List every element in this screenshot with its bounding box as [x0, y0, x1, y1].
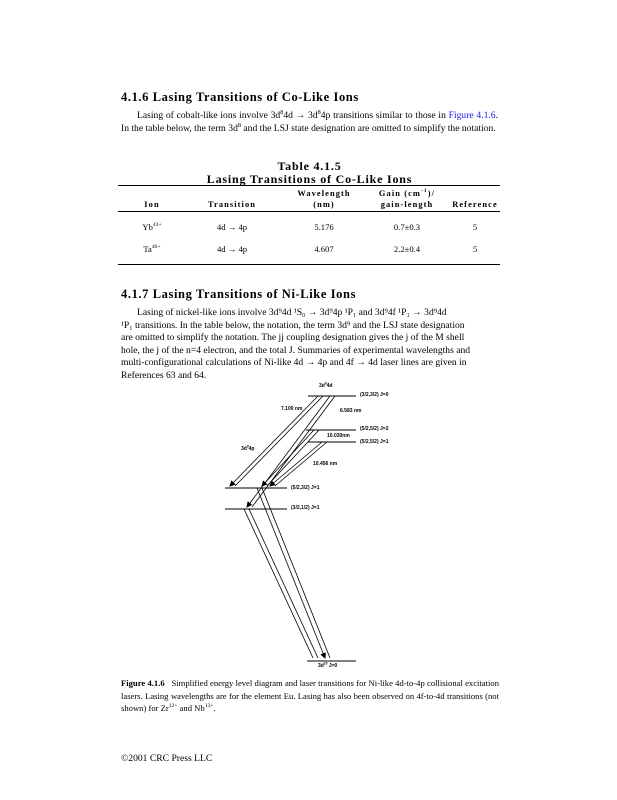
- figure-caption: Figure 4.1.6 Simplified energy level diagram and laser transitions for Ni-like 4d-to-4p collisional excitation lasers. Lasing wavelengths are for the element Eu. Lasing has also been observed on 4f-to-4d transitions (not shown) for $Zr^{12+}$ and $Nb^{13+}$.: [121, 678, 499, 714]
- col-header-wavelength: Wavelength (nm): [297, 189, 351, 209]
- label-level-j0: (3/2,3/2) J=0: [360, 392, 389, 398]
- figure-caption-label: Figure 4.1.6: [121, 678, 165, 688]
- label-ground-config: $3d^{10}$ J=0: [318, 661, 338, 669]
- table-cell-reference: 5: [472, 244, 478, 254]
- table-cell-reference: 5: [472, 222, 478, 232]
- label-level-j1-b: (3/2,1/2) J=1: [291, 505, 320, 511]
- table-cell-gain: 0.7±0.3: [393, 222, 421, 232]
- transition-10030: [262, 430, 314, 486]
- figure-link[interactable]: Figure 4.1.6: [448, 110, 496, 121]
- co-like-intro-paragraph: Lasing of cobalt-like ions involve $3d^84d \to 3d^84p$ transitions similar to those in Figure 4.1.6. In the table below, the term $3d^8$ and the LSJ state designation are omitted to simplify the notation.: [121, 108, 499, 134]
- label-wl-6583: 6.583 nm: [340, 408, 362, 414]
- label-wl-10456: 10.456 nm: [313, 461, 338, 467]
- label-wl-7100: 7.100 nm: [281, 406, 303, 412]
- table-caption: Table 4.1.5 Lasing Transitions of Co-Like Ions: [206, 159, 413, 186]
- label-upper-config: $3d^94d$: [319, 381, 333, 389]
- table-cell-wavelength: 5.176: [314, 222, 334, 232]
- label-wl-10030: 10.030nm: [327, 433, 350, 439]
- col-header-ion: Ion: [144, 200, 160, 209]
- copyright-footer: ©2001 CRC Press LLC: [121, 753, 213, 764]
- col-header-gain: Gain $(cm^{-1})/$ gain-length: [378, 188, 436, 209]
- decay-to-ground-a: [257, 488, 325, 658]
- label-mid-config: $3d^94p$: [241, 444, 255, 452]
- table-cell-transition: 4d → 4p: [216, 244, 248, 254]
- section-heading-co-like: 4.1.6 Lasing Transitions of Co-Like Ions: [121, 90, 359, 104]
- label-level-j1-upper: (5/2,5/2) J=1: [360, 439, 389, 445]
- table-cell-gain: 2.2±0.4: [393, 244, 421, 254]
- label-level-j2: (5/2,5/2) J=2: [360, 426, 389, 432]
- table-row: $Yb^{43+}$: [142, 222, 162, 232]
- table-cell-wavelength: 4.607: [314, 244, 334, 254]
- table-row: $Ta^{46+}$: [143, 244, 161, 254]
- decay-to-ground-b: [244, 509, 313, 658]
- col-header-reference: Reference: [452, 200, 498, 209]
- col-header-transition: Transition: [207, 200, 257, 209]
- section-heading-ni-like: 4.1.7 Lasing Transitions of Ni-Like Ions: [121, 287, 357, 301]
- label-level-j1-a: (5/2,3/2) J=1: [291, 485, 320, 491]
- table-cell-transition: 4d → 4p: [216, 222, 248, 232]
- ni-like-intro-paragraph: Lasing of nickel-like ions involve 3d⁹4d ¹S₀ → 3d⁹4p ¹P₁ and 3d⁹4f ¹P₁ → 3d⁹4d ¹P₁ transitions. In the table below, the notation, the term 3d⁹ and the LSJ state designation are omitted to simplify the notation. The jj coupling designation gives the j of the M shell hole, the j of the n=4 electron, and the total J. Summaries of experimental wavelengths and multi-configurational calculations of Ni-like 4d → 4p and 4f → 4d laser lines are given in References 63 and 64.: [121, 307, 471, 381]
